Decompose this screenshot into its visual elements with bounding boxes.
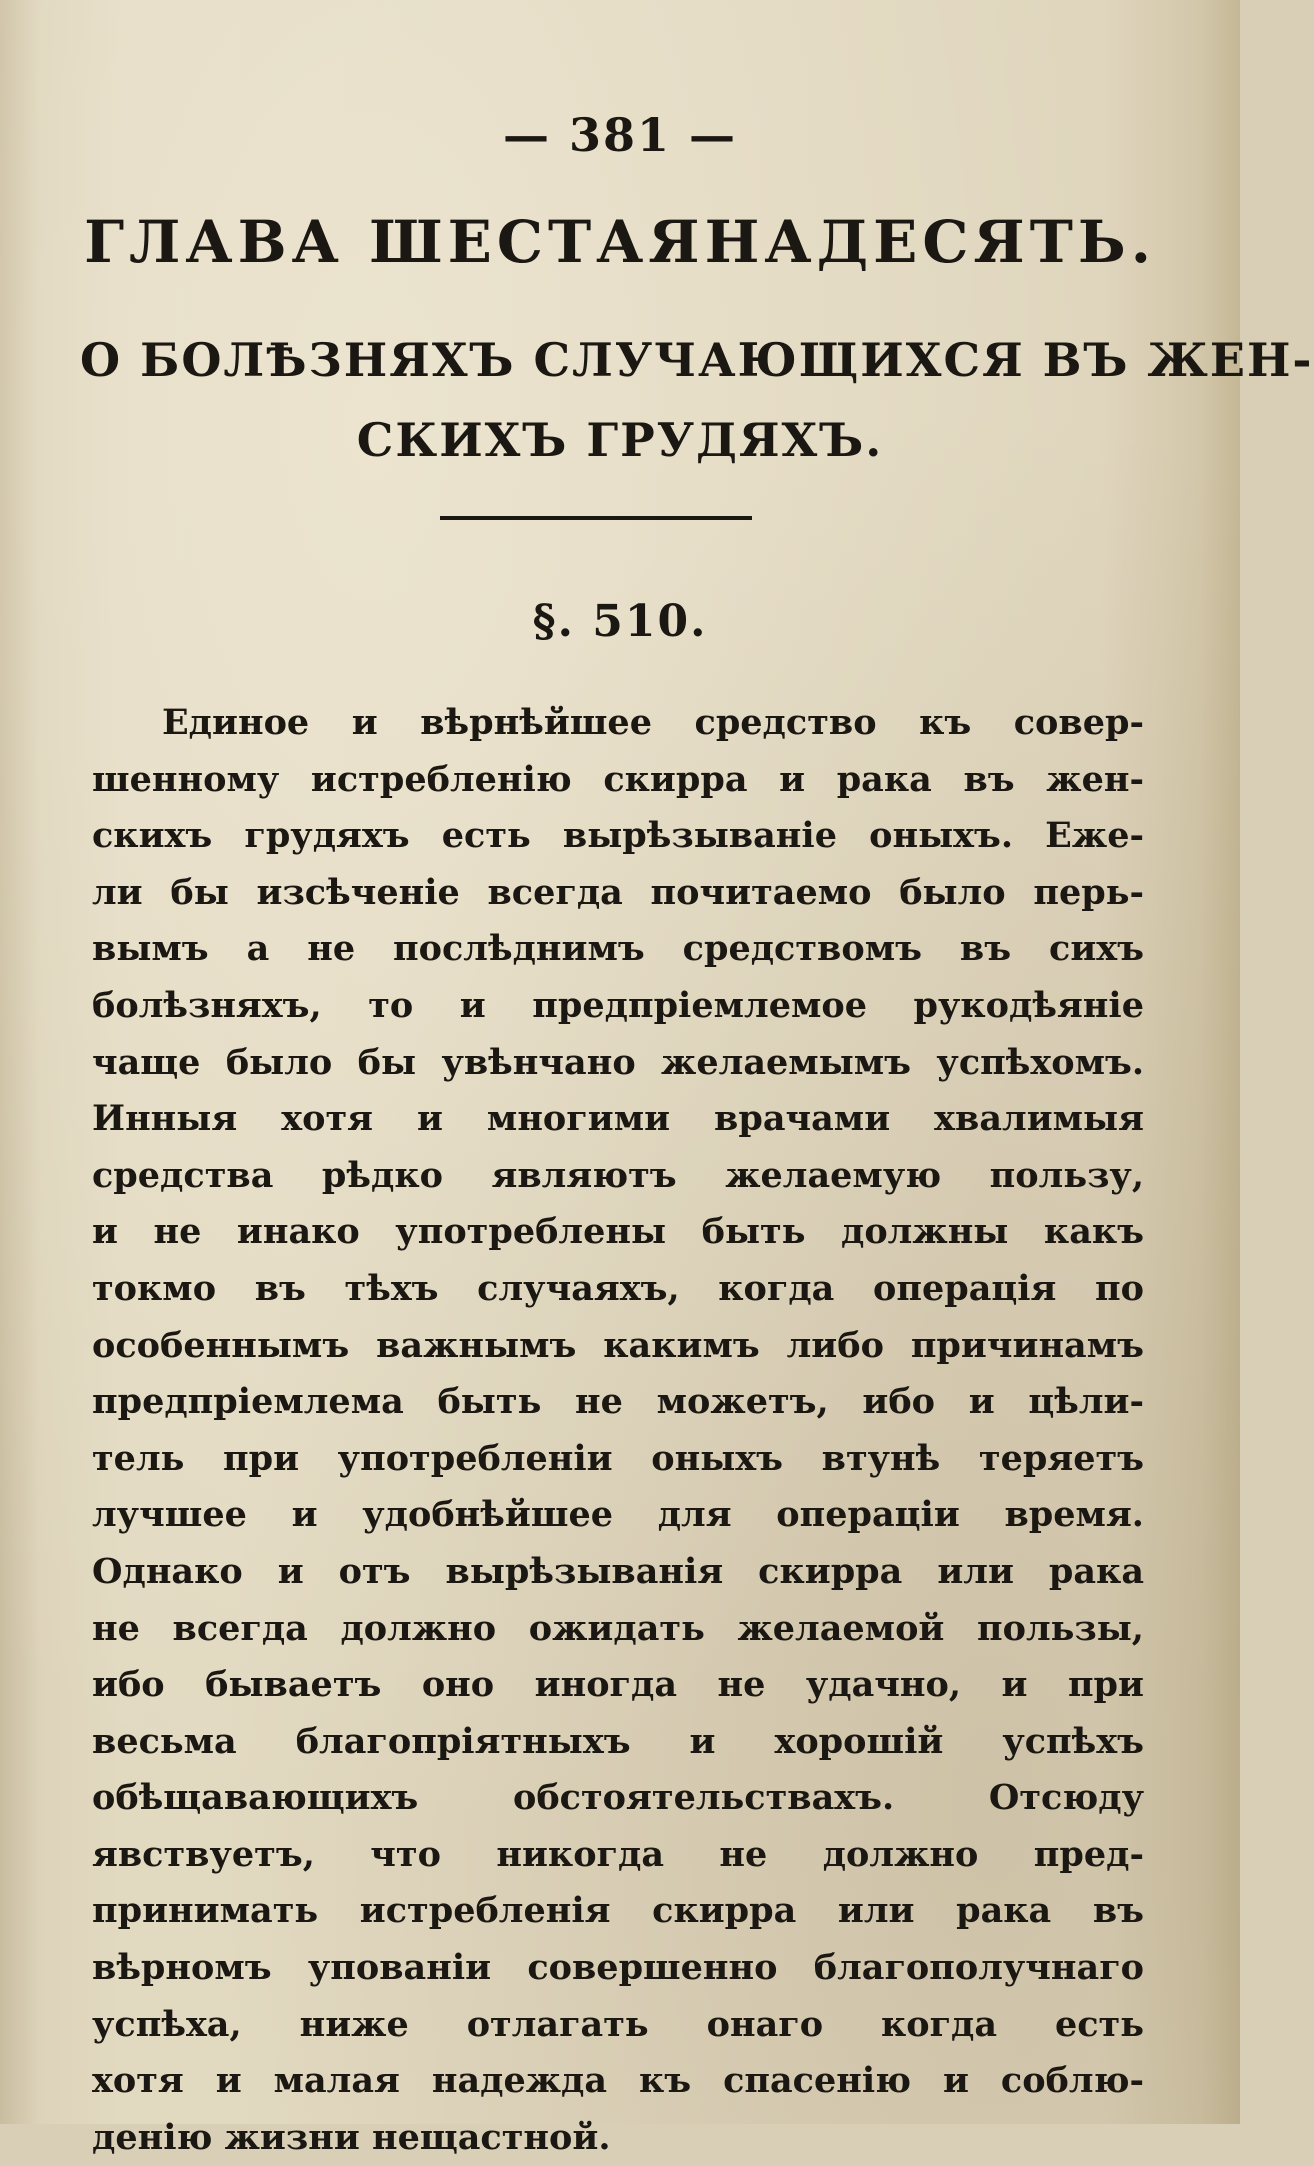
chapter-title: ГЛАВА ШЕСТАЯНАДЕСЯТЬ.: [84, 208, 1156, 276]
body-text: [92, 695, 1144, 2166]
text-line: особеннымъ важнымъ какимъ либо причинамъ: [92, 1324, 1144, 1366]
text-line: не всегда должно ожидать желаемой пользы,: [92, 1607, 1144, 1649]
text-line: тель при употребленіи оныхъ втунѣ теряетъ: [92, 1437, 1144, 1479]
divider-rule: [440, 516, 752, 520]
paragraph-number: §. 510.: [532, 596, 708, 647]
text-line: болѣзняхъ, то и предпріемлемое рукодѣяніе: [92, 984, 1144, 1026]
section-heading-line-2: СКИХЪ ГРУДЯХЪ.: [356, 413, 884, 467]
text-line: токмо въ тѣхъ случаяхъ, когда операція по: [92, 1267, 1144, 1309]
text-line: вымъ а не послѣднимъ средствомъ въ сихъ: [92, 928, 1144, 970]
text-line: предпріемлема быть не можетъ, ибо и цѣли-: [92, 1381, 1144, 1423]
text-line: шенному истребленію скирра и рака въ жен-: [92, 758, 1144, 800]
text-line: лучшее и удобнѣйшее для операціи время.: [92, 1494, 1144, 1536]
text-line: скихъ грудяхъ есть вырѣзываніе оныхъ. Еже-: [92, 815, 1144, 857]
text-line: денію жизни нещастной.: [92, 2116, 611, 2158]
text-line: весьма благопріятныхъ и хорошій успѣхъ: [92, 1720, 1144, 1762]
text-line: ли бы изсѣченіе всегда почитаемо было перь-: [92, 871, 1144, 913]
text-line: хотя и малая надежда къ спасенію и соблю-: [92, 2060, 1144, 2102]
text-line: обѣщавающихъ обстоятельствахъ. Отсюду: [92, 1777, 1144, 1819]
page-number: — 381 —: [502, 108, 738, 162]
text-line: принимать истребленія скирра или рака въ: [92, 1890, 1144, 1932]
section-heading: [80, 320, 1314, 480]
text-line: ибо бываетъ оно иногда не удачно, и при: [92, 1664, 1144, 1706]
text-line: чаще было бы увѣнчано желаемымъ успѣхомъ.: [92, 1041, 1144, 1083]
text-line: успѣха, ниже отлагать онаго когда есть: [92, 2003, 1144, 2045]
text-line: Инныя хотя и многими врачами хвалимыя: [92, 1098, 1144, 1140]
text-line: средства рѣдко являютъ желаемую пользу,: [92, 1154, 1144, 1196]
text-line: явствуетъ, что никогда не должно пред-: [92, 1833, 1144, 1875]
text-line: Единое и вѣрнѣйшее средство къ совер-: [162, 702, 1144, 743]
text-line: Однако и отъ вырѣзыванія скирра или рака: [92, 1550, 1144, 1592]
section-heading-line-1: О БОЛѢЗНЯХЪ СЛУЧАЮЩИХСЯ ВЪ ЖЕН-: [80, 333, 1314, 387]
text-line: вѣрномъ упованіи совершенно благополучнаго: [92, 1947, 1144, 1989]
text-line: и не инако употреблены быть должны какъ: [92, 1211, 1144, 1253]
